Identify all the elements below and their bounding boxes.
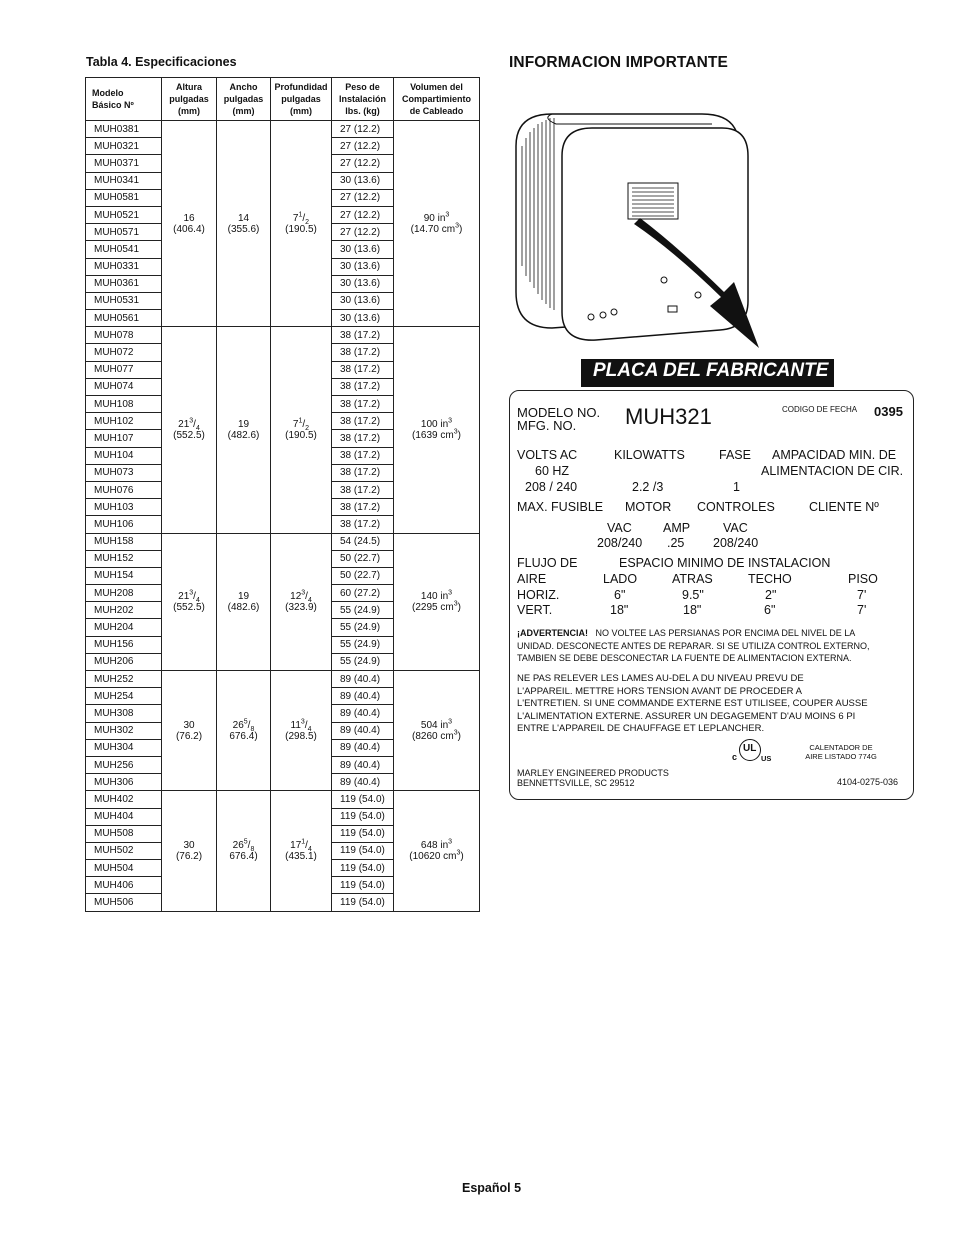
fase-value: 1 (733, 480, 740, 494)
volumen-cell: 90 $in^3$ (14.70 $cm^3$) (394, 121, 480, 327)
header-ancho: Ancho pulgadas (mm) (217, 78, 271, 121)
model-cell: MUH404 (86, 808, 162, 825)
volumen-cell: 648 $in^3$ (10620 $cm^3$) (394, 791, 480, 911)
weight-cell: 38 (17.2) (332, 361, 394, 378)
heater-illustration (512, 106, 772, 356)
model-cell: MUH107 (86, 430, 162, 447)
weight-cell: 38 (17.2) (332, 499, 394, 516)
ancho-cell: 19 (482.6) (217, 327, 271, 533)
page-footer: Español 5 (462, 1181, 522, 1195)
info-title: INFORMACION IMPORTANTE (509, 54, 728, 71)
altura-cell: $21^3/_4$ (552.5) (162, 533, 217, 671)
model-cell: MUH102 (86, 413, 162, 430)
date-code-value: 0395 (874, 404, 903, 419)
maker-block (517, 768, 669, 788)
ampacidad-label-1: AMPACIDAD MIN. DE (772, 448, 897, 462)
weight-cell: 38 (17.2) (332, 430, 394, 447)
ancho-cell: $26^5/_8$ 676.4) (217, 671, 271, 791)
weight-cell: 89 (40.4) (332, 688, 394, 705)
weight-cell: 30 (13.6) (332, 172, 394, 189)
weight-cell: 89 (40.4) (332, 774, 394, 791)
weight-cell: 38 (17.2) (332, 378, 394, 395)
horiz-label: HORIZ. (517, 588, 560, 602)
warning-line-1: NO VOLTEE LAS PERSIANAS POR ENCIMA DEL NIVEL DE LA (595, 628, 856, 638)
model-cell: MUH152 (86, 550, 162, 567)
lado-label: LADO (603, 572, 638, 586)
model-cell: MUH0381 (86, 121, 162, 138)
table-row (86, 121, 480, 138)
model-cell: MUH0561 (86, 310, 162, 327)
knob-icon (661, 277, 667, 283)
model-cell: MUH0321 (86, 138, 162, 155)
table-row (86, 671, 480, 688)
table-row (86, 533, 480, 550)
weight-cell: 119 (54.0) (332, 791, 394, 808)
ancho-cell: 14 (355.6) (217, 121, 271, 327)
weight-cell: 54 (24.5) (332, 533, 394, 550)
weight-cell: 119 (54.0) (332, 842, 394, 859)
model-cell: MUH0371 (86, 155, 162, 172)
warning-line-2: UNIDAD. DESCONECTE ANTES DE REPARAR. SI SE UTILIZA CONTROL EXTERNO, (517, 640, 870, 651)
volts-ac-label: VOLTS AC (517, 448, 578, 462)
weight-cell: 27 (12.2) (332, 155, 394, 172)
motor-amp-value: .25 (667, 536, 685, 550)
weight-cell: 119 (54.0) (332, 860, 394, 877)
heater-label-plate (628, 183, 678, 219)
maker-address: BENNETTSVILLE, SC 29512 (517, 778, 635, 788)
switch-icon (668, 306, 677, 312)
warning-block (517, 627, 870, 665)
weight-cell: 38 (17.2) (332, 447, 394, 464)
aire-label: AIRE (517, 572, 547, 586)
warning-line-3: TAMBIEN SE DEBE DESCONECTAR LA FUENTE DE ALIMENTACION EXTERNA. (517, 653, 852, 663)
model-value: MUH321 (625, 404, 712, 429)
model-cell: MUH108 (86, 396, 162, 413)
vert-piso: 7' (857, 603, 867, 617)
weight-cell: 38 (17.2) (332, 413, 394, 430)
ul-us-mark: US (761, 754, 772, 763)
knob-icon (588, 314, 594, 320)
model-cell: MUH0581 (86, 189, 162, 206)
model-label: MODELO NO. (517, 405, 601, 420)
model-cell: MUH0531 (86, 292, 162, 309)
model-cell: MUH103 (86, 499, 162, 516)
model-cell: MUH502 (86, 842, 162, 859)
weight-cell: 30 (13.6) (332, 292, 394, 309)
knob-icon (600, 312, 606, 318)
french-warning-block (517, 673, 868, 736)
model-cell: MUH204 (86, 619, 162, 636)
altura-cell: 30 (76.2) (162, 671, 217, 791)
weight-cell: 38 (17.2) (332, 516, 394, 533)
weight-cell: 119 (54.0) (332, 808, 394, 825)
french-line-4: L'ALIMENTATION EXTERNE. ASSURER UN DEGAGEMENT D'AU MOINS 6 PI (517, 710, 856, 722)
volumen-cell: 140 $in^3$ (2295 $cm^3$) (394, 533, 480, 671)
controles-label: CONTROLES (697, 500, 775, 514)
nameplate (509, 390, 914, 800)
weight-cell: 89 (40.4) (332, 756, 394, 773)
weight-cell: 38 (17.2) (332, 396, 394, 413)
model-cell: MUH158 (86, 533, 162, 550)
model-cell: MUH254 (86, 688, 162, 705)
model-cell: MUH306 (86, 774, 162, 791)
date-code-label: CODIGO DE FECHA (782, 405, 858, 414)
kilowatts-value: 2.2 /3 (632, 480, 664, 494)
knob-icon (695, 292, 701, 298)
weight-cell: 38 (17.2) (332, 481, 394, 498)
weight-cell: 27 (12.2) (332, 206, 394, 223)
ampacidad-label-2: ALIMENTACION DE CIR. (761, 464, 904, 478)
warning-label: ¡ADVERTENCIA! (517, 628, 588, 638)
model-cell: MUH0361 (86, 275, 162, 292)
model-cell: MUH504 (86, 860, 162, 877)
ul-c-mark: c (732, 752, 738, 762)
model-cell: MUH074 (86, 378, 162, 395)
model-cell: MUH406 (86, 877, 162, 894)
weight-cell: 38 (17.2) (332, 464, 394, 481)
weight-cell: 30 (13.6) (332, 241, 394, 258)
model-cell: MUH208 (86, 585, 162, 602)
espacio-label: ESPACIO MINIMO DE INSTALACION (619, 556, 831, 570)
maker-name: MARLEY ENGINEERED PRODUCTS (517, 768, 669, 778)
model-cell: MUH508 (86, 825, 162, 842)
motor-amp-label: AMP (663, 521, 691, 535)
table-row (86, 791, 480, 808)
fase-label: FASE (719, 448, 751, 462)
ul-logo-text: UL (743, 743, 757, 754)
model-cell: MUH076 (86, 481, 162, 498)
french-line-5: ENTRE L'APPAREIL DE CHAUFFAGE ET LEPLANCHER. (517, 723, 765, 734)
ancho-cell: $26^5/_8$ 676.4) (217, 791, 271, 911)
french-line-3: L'ENTRETIEN. SI UNE COMMANDE EXTERNE EST UTILISEE, COUPER AUSSE (517, 698, 868, 709)
plate-banner-title: PLACA DEL FABRICANTE (593, 360, 829, 381)
model-cell: MUH0521 (86, 206, 162, 223)
flujo-label: FLUJO DE (517, 556, 578, 570)
weight-cell: 119 (54.0) (332, 877, 394, 894)
hz-label: 60 HZ (535, 464, 570, 478)
weight-cell: 119 (54.0) (332, 894, 394, 911)
model-cell: MUH106 (86, 516, 162, 533)
vert-techo: 6" (764, 603, 776, 617)
model-cell: MUH304 (86, 739, 162, 756)
piso-label: PISO (848, 572, 878, 586)
part-number: 4104-0275-036 (837, 777, 899, 787)
header-modelo: Modelo Básico Nº (86, 78, 162, 121)
volts-value: 208 / 240 (525, 480, 578, 494)
weight-cell: 55 (24.9) (332, 619, 394, 636)
model-cell: MUH256 (86, 756, 162, 773)
model-cell: MUH073 (86, 464, 162, 481)
vert-atras: 18" (683, 603, 702, 617)
specifications-table (85, 77, 480, 912)
french-line-1: NE PAS RELEVER LES LAMES AU-DEL A DU NIVEAU PREVU DE (517, 673, 804, 684)
motor-label: MOTOR (625, 500, 672, 514)
weight-cell: 38 (17.2) (332, 327, 394, 344)
vert-label: VERT. (517, 603, 553, 617)
horiz-lado: 6" (614, 588, 626, 602)
weight-cell: 60 (27.2) (332, 585, 394, 602)
model-cell: MUH104 (86, 447, 162, 464)
motor-vac-label: VAC (607, 521, 632, 535)
header-profundidad: Profundidad pulgadas (mm) (271, 78, 332, 121)
weight-cell: 30 (13.6) (332, 258, 394, 275)
vert-lado: 18" (610, 603, 629, 617)
motor-vac-value: 208/240 (597, 536, 643, 550)
model-cell: MUH0541 (86, 241, 162, 258)
weight-cell: 55 (24.9) (332, 636, 394, 653)
model-cell: MUH078 (86, 327, 162, 344)
model-cell: MUH252 (86, 671, 162, 688)
specifications-body (86, 121, 480, 912)
weight-cell: 30 (13.6) (332, 310, 394, 327)
listing-text: CALENTADOR DE AIRE LISTADO 774G (805, 743, 877, 761)
model-cell: MUH308 (86, 705, 162, 722)
cliente-label: CLIENTE Nº (809, 500, 879, 514)
weight-cell: 89 (40.4) (332, 671, 394, 688)
header-peso: Peso de Instalación lbs. (kg) (332, 78, 394, 121)
weight-cell: 50 (22.7) (332, 567, 394, 584)
ancho-cell: 19 (482.6) (217, 533, 271, 671)
techo-label: TECHO (748, 572, 792, 586)
model-cell: MUH0571 (86, 224, 162, 241)
altura-cell: $21^3/_4$ (552.5) (162, 327, 217, 533)
weight-cell: 119 (54.0) (332, 825, 394, 842)
table-title: Tabla 4. Especificaciones (86, 55, 237, 69)
profundidad-cell: $11^3/_4$ (298.5) (271, 671, 332, 791)
max-fusible-label: MAX. FUSIBLE (517, 500, 604, 514)
horiz-piso: 7' (857, 588, 867, 602)
volumen-cell: 504 $in^3$ (8260 $cm^3$) (394, 671, 480, 791)
model-cell: MUH154 (86, 567, 162, 584)
kilowatts-label: KILOWATTS (614, 448, 685, 462)
weight-cell: 30 (13.6) (332, 275, 394, 292)
model-cell: MUH077 (86, 361, 162, 378)
altura-cell: 16 (406.4) (162, 121, 217, 327)
weight-cell: 27 (12.2) (332, 224, 394, 241)
model-cell: MUH206 (86, 653, 162, 670)
model-cell: MUH506 (86, 894, 162, 911)
model-cell: MUH402 (86, 791, 162, 808)
weight-cell: 27 (12.2) (332, 121, 394, 138)
weight-cell: 55 (24.9) (332, 602, 394, 619)
profundidad-cell: $7^1/_2$ (190.5) (271, 121, 332, 327)
controles-vac-label: VAC (723, 521, 748, 535)
header-altura: Altura pulgadas (mm) (162, 78, 217, 121)
knob-icon (611, 309, 617, 315)
model-cell: MUH0341 (86, 172, 162, 189)
weight-cell: 55 (24.9) (332, 653, 394, 670)
table-row (86, 327, 480, 344)
header-volumen: Volumen del Compartimiento de Cableado (394, 78, 480, 121)
horiz-techo: 2" (765, 588, 777, 602)
weight-cell: 89 (40.4) (332, 705, 394, 722)
profundidad-cell: $17^1/_4$ (435.1) (271, 791, 332, 911)
weight-cell: 50 (22.7) (332, 550, 394, 567)
model-cell: MUH072 (86, 344, 162, 361)
volumen-cell: 100 $in^3$ (1639 $cm^3$) (394, 327, 480, 533)
french-line-2: L'APPAREIL. METTRE HORS TENSION AVANT DE PROCEDER A (517, 685, 802, 697)
weight-cell: 89 (40.4) (332, 722, 394, 739)
weight-cell: 27 (12.2) (332, 189, 394, 206)
controles-vac-value: 208/240 (713, 536, 759, 550)
atras-label: ATRAS (672, 572, 713, 586)
mfg-label: MFG. NO. (517, 418, 577, 433)
weight-cell: 89 (40.4) (332, 739, 394, 756)
model-cell: MUH202 (86, 602, 162, 619)
model-cell: MUH156 (86, 636, 162, 653)
horiz-atras: 9.5" (682, 588, 704, 602)
profundidad-cell: $12^3/_4$ (323.9) (271, 533, 332, 671)
altura-cell: 30 (76.2) (162, 791, 217, 911)
model-cell: MUH0331 (86, 258, 162, 275)
model-cell: MUH302 (86, 722, 162, 739)
profundidad-cell: $7^1/_2$ (190.5) (271, 327, 332, 533)
weight-cell: 27 (12.2) (332, 138, 394, 155)
weight-cell: 38 (17.2) (332, 344, 394, 361)
